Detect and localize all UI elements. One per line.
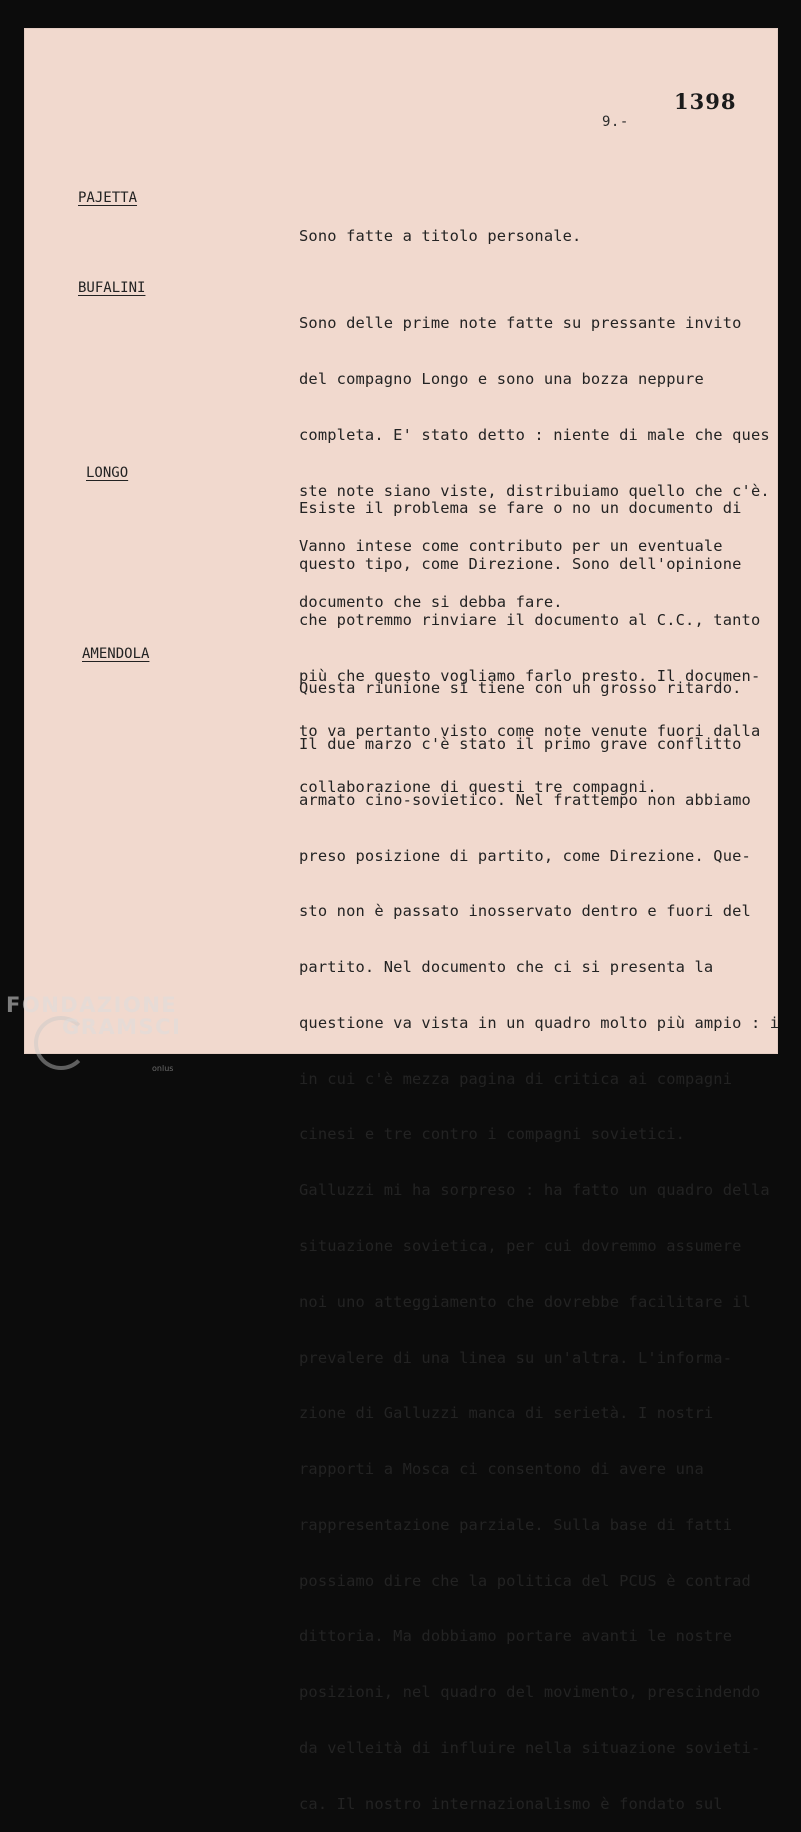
text-line: preso posizione di partito, come Direzione. Que- [299, 846, 751, 865]
text-line: Questa riunione si tiene con un grosso ritardo. [299, 679, 742, 698]
text-line: situazione sovietica, per cui dovremmo assumere [299, 1237, 742, 1255]
text-line: documento che si debba fare. [299, 593, 563, 612]
document-number: 1398 [674, 89, 737, 114]
text-line: sto non è passato inosservato dentro e fuori del [299, 902, 751, 921]
watermark-sub: onlus [152, 1064, 174, 1073]
text-line: collaborazione di questi tre compagni. [299, 778, 657, 797]
text-line: che potremmo rinviare il documento al C.C., tanto [299, 610, 761, 629]
text-line: Sono fatte a titolo personale. [299, 227, 582, 246]
text-line: completa. E' stato detto : niente di male che ques [299, 425, 770, 444]
text-line: zione di Galluzzi manca di serietà. I nostri [299, 1404, 714, 1423]
text-line: to va pertanto visto come note venute fuori dalla [299, 722, 761, 741]
text-line: armato cino-sovietico. Nel frattempo non abbiamo [299, 790, 751, 809]
speaker-bufalini: BUFALINI [78, 280, 146, 296]
statement-pajetta [299, 190, 581, 264]
page-number: 9.- [602, 114, 629, 130]
speaker-pajetta: PAJETTA [78, 190, 138, 206]
text-line: noi uno atteggiamento che dovrebbe facilitare il [299, 1292, 751, 1311]
watermark-line1: FONDAZIONE [6, 993, 178, 1017]
watermark-line2: GRAMSCI [62, 1015, 182, 1039]
text-line: ste note siano viste, distribuiamo quello che c'è. [299, 481, 770, 500]
text-line: Esiste il problema se fare o no un documento di [299, 499, 742, 518]
text-line: partito. Nel documento che ci si presenta la [299, 958, 714, 977]
speaker-longo: LONGO [86, 465, 129, 481]
text-line: più che questo vogliamo farlo presto. Il documen- [299, 666, 761, 685]
text-line: del compagno Longo e sono una bozza neppure [299, 369, 704, 388]
statement-amendola [299, 642, 779, 1832]
text-line: dittoria. Ma dobbiamo portare avanti le nostre [299, 1627, 733, 1646]
text-line: posizioni, nel quadro del movimento, prescindendo [299, 1683, 761, 1702]
text-line: Galluzzi mi ha sorpreso : ha fatto un quadro della [299, 1181, 770, 1200]
text-line: questo tipo, come Direzione. Sono dell'opinione [299, 554, 742, 573]
text-line: Sono delle prime note fatte su pressante invito [299, 314, 742, 333]
text-line: cinesi e tre contro i compagni sovietici. [299, 1125, 686, 1144]
speaker-amendola: AMENDOLA [82, 646, 150, 662]
text-line: prevalere di una linea su un'altra. L'informa- [299, 1348, 733, 1367]
text-line: da velleità di influire nella situazione sovieti- [299, 1739, 761, 1758]
text-line: possiamo dire che la politica del PCUS è contrad [299, 1571, 751, 1590]
watermark [6, 993, 181, 1039]
text-line: rapporti a Mosca ci consentono di avere una [299, 1460, 704, 1479]
text-line: Il due marzo c'è stato il primo grave conflitto [299, 734, 742, 753]
text-line: ca. Il nostro internazionalismo è fondato sul [299, 1794, 723, 1813]
text-line: questione va vista in un quadro molto più ampio : i [299, 1013, 780, 1032]
text-line: in cui c'è mezza pagina di critica ai compagni [299, 1069, 733, 1088]
text-line: Vanno intese come contributo per un eventuale [299, 537, 723, 556]
text-line: rappresentazione parziale. Sulla base di fatti [299, 1515, 733, 1534]
